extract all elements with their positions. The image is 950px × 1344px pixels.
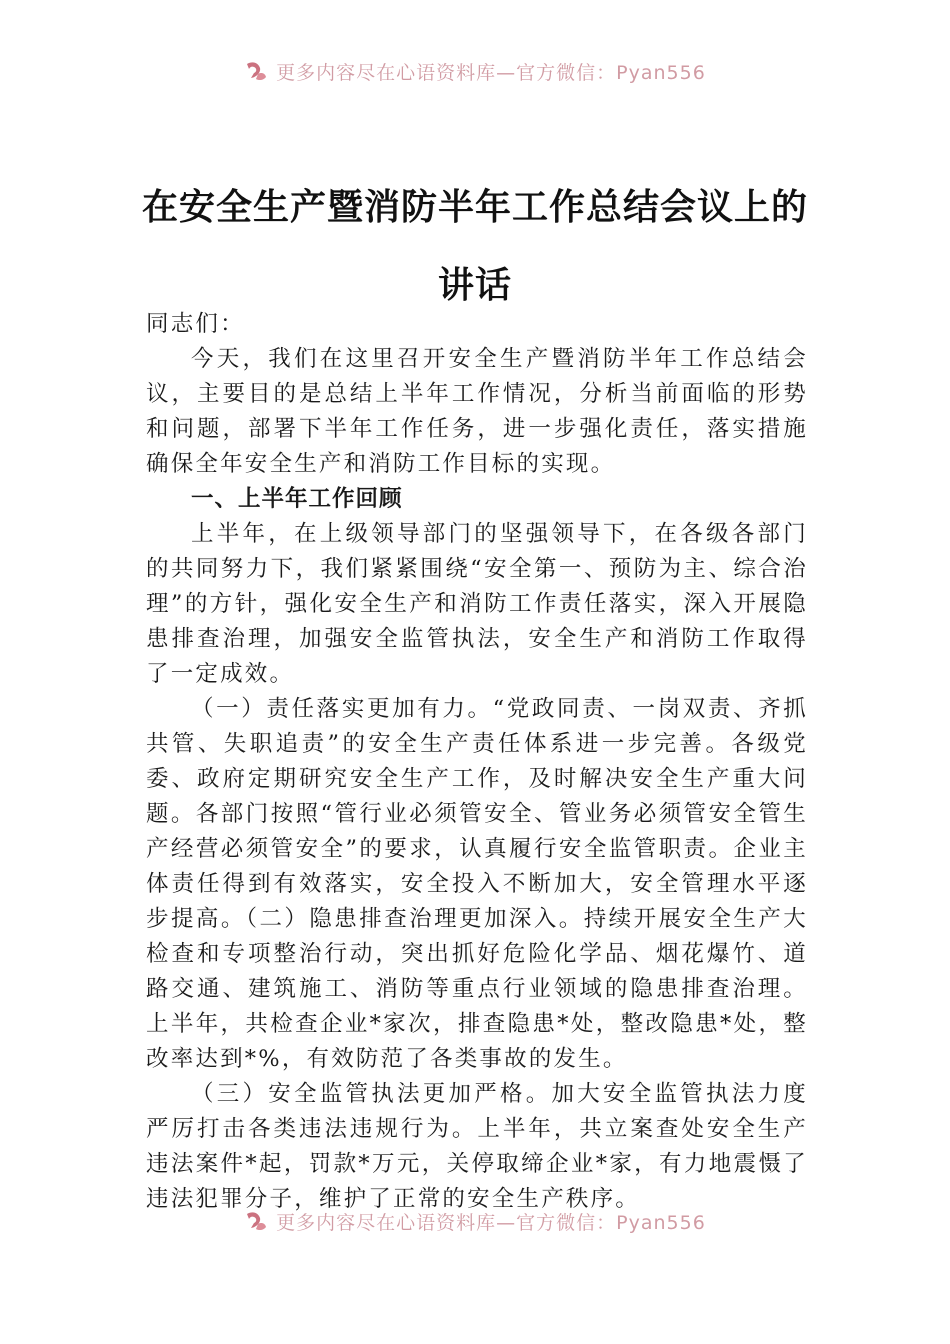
body-paragraph: 上半年，在上级领导部门的坚强领导下，在各级各部门的共同努力下，我们紧紧围绕“安全第一、预防为主、综合治理”的方针，强化安全生产和消防工作责任落实，深入开展隐患排查治理，加强安全监管执法，安全生产和消防工作取得了一定成效。: [146, 521, 808, 687]
watermark-logo-icon: [244, 1210, 268, 1232]
body-paragraph: （三）安全监管执法更加严格。加大安全监管执法力度严厉打击各类违法违规行为。上半年，共立案查处安全生产违法案件*起，罚款*万元，关停取缔企业*家，有力地震慑了违法犯罪分子，维护了正常的安全生产秩序。: [146, 1081, 808, 1212]
body-paragraph: （一）责任落实更加有力。“党政同责、一岗双责、齐抓共管、失职追责”的安全生产责任体系进一步完善。各级党委、政府定期研究安全生产工作，及时解决安全生产重大问题。各部门按照“管行业必须管安全、管业务必须管安全管生产经营必须管安全”的要求，认真履行安全监管职责。企业主体责任得到有效落实，安全投入不断加大，安全管理水平逐步提高。（二）隐患排查治理更加深入。持续开展安全生产大检查和专项整治行动，突出抓好危险化学品、烟花爆竹、道路交通、建筑施工、消防等重点行业领域的隐患排查治理。上半年，共检查企业*家次，排查隐患*处，整改隐患*处，整改率达到*%，有效防范了各类事故的发生。: [146, 696, 808, 1072]
watermark-text: 更多内容尽在心语资料库—官方微信：Pyan556: [276, 1211, 706, 1234]
salutation: 同志们：: [146, 311, 245, 337]
watermark-footer: [0, 1206, 950, 1236]
intro-paragraph: 今天，我们在这里召开安全生产暨消防半年工作总结会议，主要目的是总结上半年工作情况，分析当前面临的形势和问题，部署下半年工作任务，进一步强化责任，落实措施确保全年安全生产和消防工作目标的实现。: [146, 346, 808, 477]
watermark-header: [0, 56, 950, 86]
document-title: [80, 168, 870, 324]
title-line-2: 讲话: [437, 264, 512, 306]
watermark-logo-icon: [244, 60, 268, 82]
watermark-text: 更多内容尽在心语资料库—官方微信：Pyan556: [276, 61, 706, 84]
document-body: [146, 307, 808, 1217]
title-line-1: 在安全生产暨消防半年工作总结会议上的: [141, 186, 808, 228]
section-heading: 一、上半年工作回顾: [191, 486, 403, 512]
